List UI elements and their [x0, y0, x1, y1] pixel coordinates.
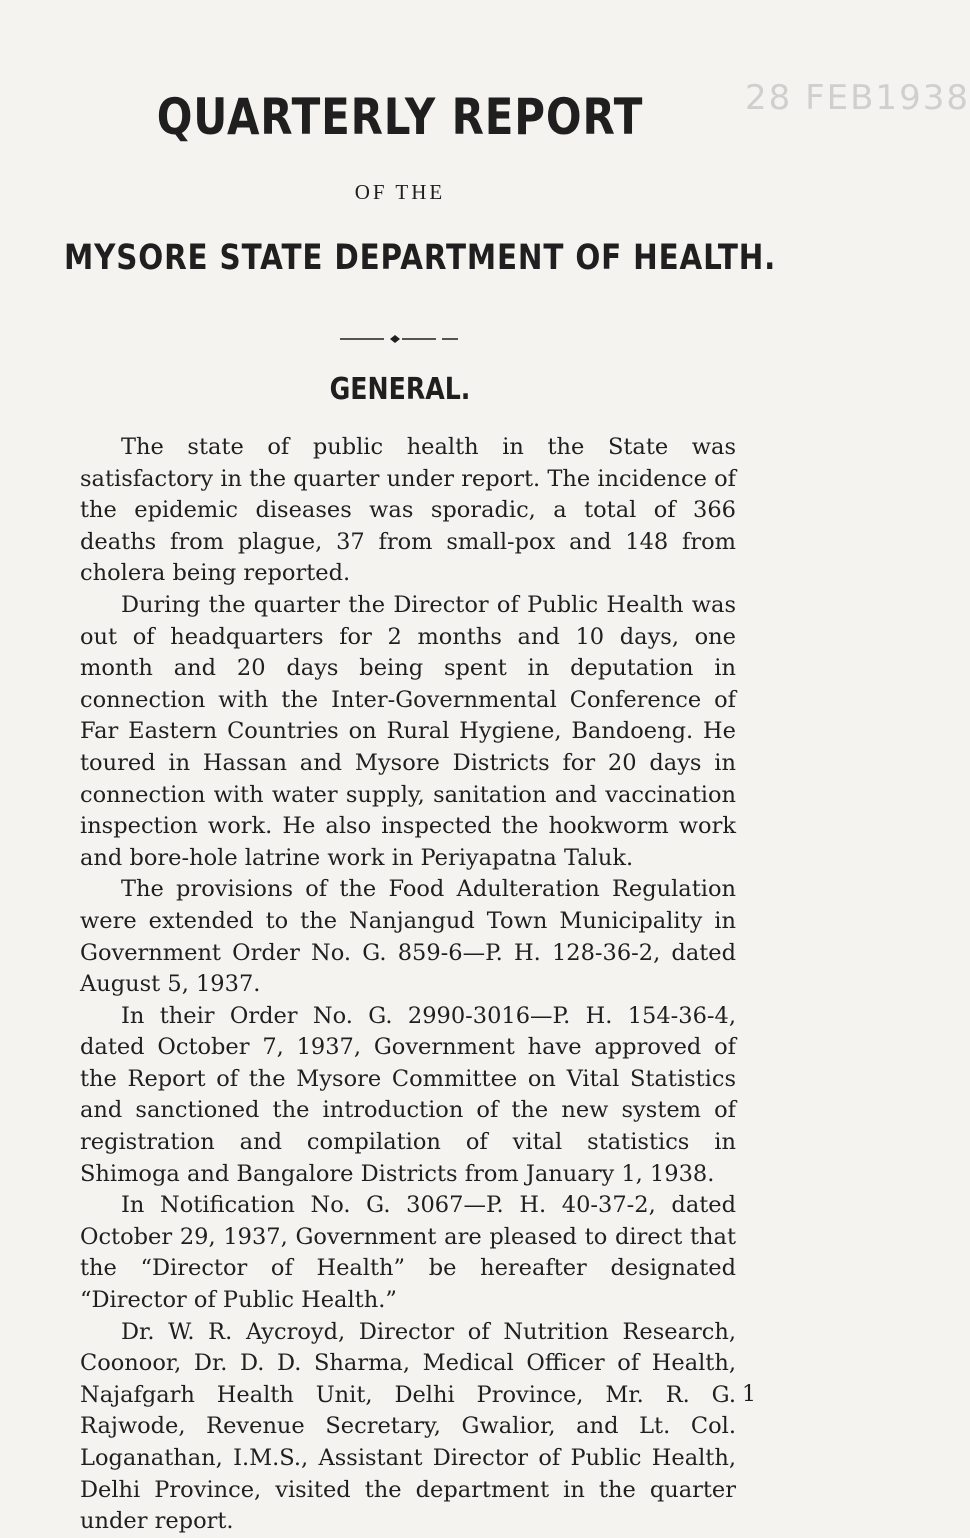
paragraph-director-tour: During the quarter the Director of Public Health was out of headquarters for 2 months and 10 days, one month and 20 days being spent in deputation in connection with the Inter-Governmental Conference of Far Eastern Countries on Rural Hygiene, Bandoeng. He toured in Hassan and Mysore Districts for 20 days in connection with water supply, sanitation and vaccination inspection work. He also inspected the hookworm work and bore-hole latrine work in Periyapatna Taluk. [80, 591, 736, 871]
report-title: QUARTERLY REPORT [156, 88, 644, 146]
page-number: 1 [742, 1382, 756, 1407]
paragraph-food-adulteration: The provisions of the Food Adulteration Regulation were extended to the Nanjangud Town Municipality in Government Order No. G. 859-6—P. H. 128-36-2, dated August 5, 1937. [80, 876, 736, 998]
report-body [80, 432, 736, 1538]
received-stamp: 28 FEB1938 [745, 78, 970, 118]
title-connector: OF THE [354, 180, 446, 204]
paragraph-notification: In Notification No. G. 3067—P. H. 40-37-2, dated October 29, 1937, Government are pleased to direct that the “Director of Health” be hereafter designated “Director of Public Health.” [80, 1192, 736, 1314]
department-title: MYSORE STATE DEPARTMENT OF HEALTH. [64, 238, 777, 278]
paragraph-visitors: Dr. W. R. Aycroyd, Director of Nutrition Research, Coonoor, Dr. D. D. Sharma, Medical Officer of Health, Najafgarh Health Unit, Delhi Province, Mr. R. G. Rajwode, Revenue Secretary, Gwalior, and Lt. Col. Loganathan, I.M.S., Assistant Director of Public Health, Delhi Province, visited the department in the quarter under report. [80, 1318, 736, 1535]
paragraph-public-health: The state of public health in the State was satisfactory in the quarter under report. The incidence of the epidemic diseases was sporadic, a total of 366 deaths from plague, 37 from small-pox and 148 from cholera being reported. [80, 434, 736, 587]
ornamental-divider [340, 334, 460, 336]
paragraph-vital-statistics: In their Order No. G. 2990-3016—P. H. 154-36-4, dated October 7, 1937, Government have approved of the Report of the Mysore Committee on Vital Statistics and sanctioned the introduction of the new system of registration and compilation of vital statistics in Shimoga and Bangalore Districts from January 1, 1938. [80, 1002, 736, 1187]
section-heading: GENERAL. [329, 372, 471, 407]
